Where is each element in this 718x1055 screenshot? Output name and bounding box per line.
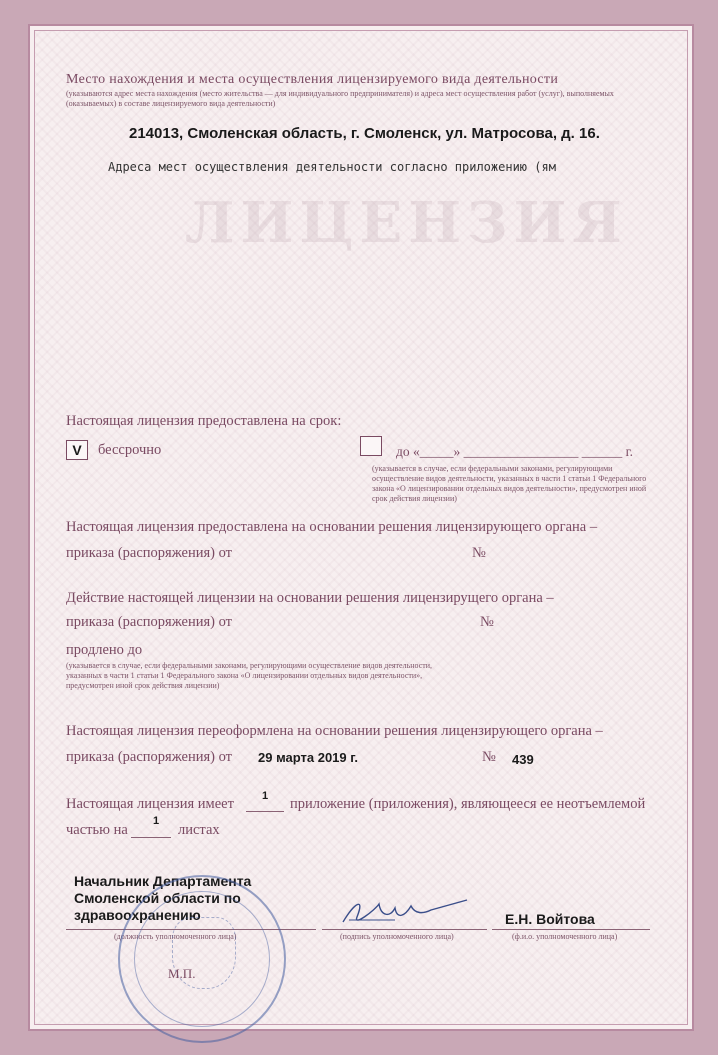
signatory-position-line3: здравоохранению xyxy=(74,907,201,923)
basis-line2: приказа (распоряжения) от xyxy=(66,545,232,561)
appendix-line-d: листах xyxy=(178,822,220,838)
basis-line1: Настоящая лицензия предоставлена на основании решения лицензирующего органа – xyxy=(66,519,598,535)
background-watermark: ЛИЦЕНЗИЯ xyxy=(185,190,628,256)
appendix-count: 1 xyxy=(262,790,269,802)
reissue-number: 439 xyxy=(512,752,534,767)
extension-note: (указывается в случае, если федеральными законами, регулирующими осуществление видов деятельности, указанных в части 1 статьи 1 Федерального закона «О лицензировании отдельных видов деятельности», предусмотрен иной срок действия лицензии) xyxy=(66,661,433,690)
extension-number-sign: № xyxy=(480,614,494,630)
until-label: до «_____» _________________ ______ г. xyxy=(396,444,634,459)
appendix-sheets: 1 xyxy=(153,815,160,827)
addresses-note: Адреса мест осуществления деятельности согласно приложению (ям xyxy=(108,160,556,174)
extended-until-label: продлено до xyxy=(66,642,143,658)
name-caption: (ф.и.о. уполномоченного лица) xyxy=(512,932,618,941)
signature-caption: (подпись уполномоченного лица) xyxy=(340,932,454,941)
location-note: (указываются адрес места нахождения (место жительства — для индивидуального предпринимателя) и адреса мест осуществления работ (услуг), выполняемых (оказываемых) в составе лицензируемого вида деятельности) xyxy=(66,89,614,108)
appendix-sheets-line xyxy=(131,837,171,838)
signatory-name: Е.Н. Войтова xyxy=(505,911,595,927)
indefinite-label: бессрочно xyxy=(98,442,162,458)
indefinite-checkbox: V xyxy=(66,440,88,460)
reissue-number-sign: № xyxy=(482,749,496,765)
signatory-position-line1: Начальник Департамента xyxy=(74,873,252,889)
seal-label: М.П. xyxy=(168,966,196,981)
signature xyxy=(335,892,475,932)
official-seal xyxy=(118,875,286,1043)
term-note: (указывается в случае, если федеральными законами, регулирующими осуществление видов деятельности, указанных в части 1 статьи 1 Федерального закона «О лицензировании отдельных видов деятельности», предусмотрен иной срок действия лицензии) xyxy=(372,464,647,503)
reissue-line1: Настоящая лицензия переоформлена на основании решения лицензирующего органа – xyxy=(66,723,603,739)
appendix-line-a: Настоящая лицензия имеет xyxy=(66,796,234,812)
extension-line1: Действие настоящей лицензии на основании решения лицензирущего органа – xyxy=(66,590,554,606)
until-checkbox xyxy=(360,436,382,456)
reissue-date: 29 марта 2019 г. xyxy=(258,750,358,765)
address-value: 214013, Смоленская область, г. Смоленск, ул. Матросова, д. 16. xyxy=(129,125,600,142)
basis-number-sign: № xyxy=(472,545,486,561)
appendix-count-line xyxy=(246,811,284,812)
appendix-line-c: частью на xyxy=(66,822,128,838)
extension-line2: приказа (распоряжения) от xyxy=(66,614,232,630)
position-caption: (должность уполномоченного лица) xyxy=(114,932,237,941)
reissue-line2: приказа (распоряжения) от xyxy=(66,749,232,765)
location-heading: Место нахождения и места осуществления лицензируемого вида деятельности xyxy=(66,72,559,87)
term-heading: Настоящая лицензия предоставлена на срок: xyxy=(66,413,342,429)
name-line xyxy=(492,929,650,930)
appendix-line-b: приложение (приложения), являющееся ее неотъемлемой xyxy=(290,796,646,812)
signatory-position-line2: Смоленской области по xyxy=(74,890,241,906)
signature-line xyxy=(322,929,487,930)
